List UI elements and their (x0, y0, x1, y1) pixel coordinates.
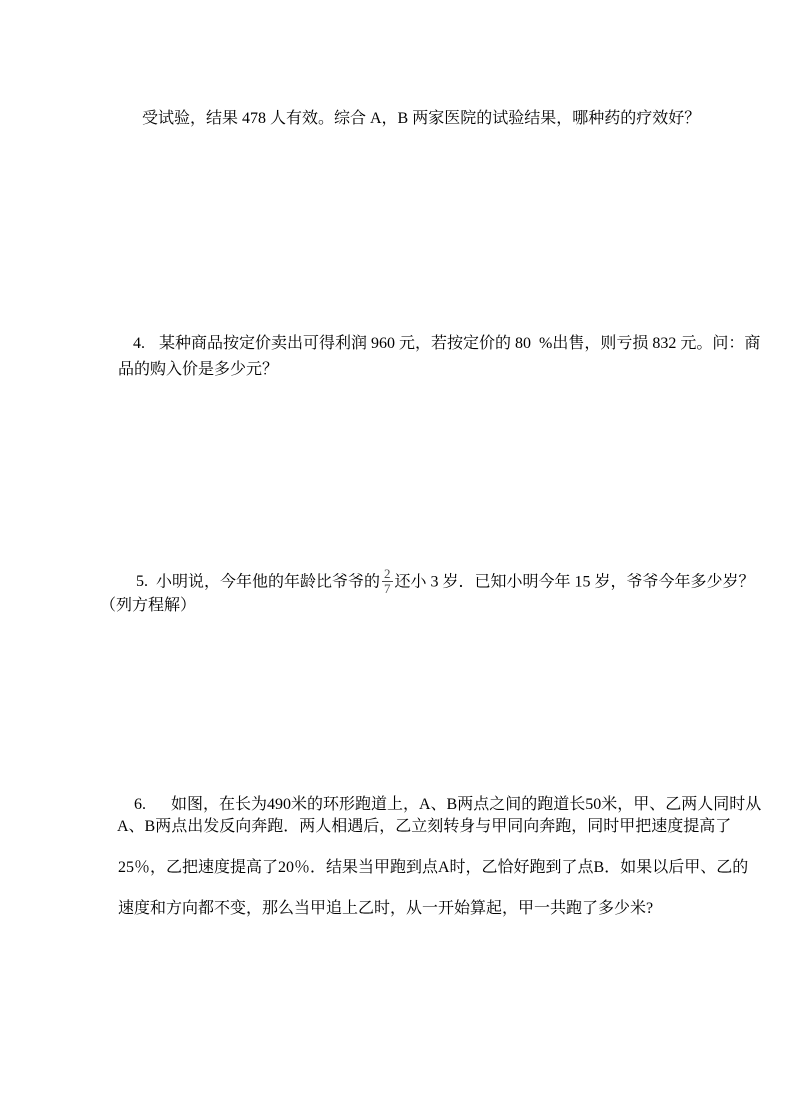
problem4-line1-text: 某种商品按定价卖出可得利润 960 元，若按定价的 80 %出售，则亏损 832 元。问：商 (159, 335, 761, 352)
problem6-line1-text: 如图，在长为490米的环形跑道上，A、B两点之间的跑道长50米，甲、乙两人同时从 (171, 796, 762, 813)
fraction-denominator: 7 (384, 581, 391, 597)
problem4-line2: 品的购入价是多少元？ (118, 361, 279, 378)
problem6-line3: 25％，乙把速度提高了20％．结果当甲跑到点A时，乙恰好跑到了点B．如果以后甲、乙的 (118, 859, 749, 876)
problem4-number: 4. (133, 335, 145, 352)
problem6-number: 6. (134, 796, 146, 813)
problem6-line2: A、B两点出发反向奔跑．两人相遇后，乙立刻转身与甲同向奔跑，同时甲把速度提高了 (117, 818, 732, 835)
fraction-two-sevenths (382, 567, 393, 597)
problem6-line4: 速度和方向都不变，那么当甲追上乙时，从一开始算起，甲一共跑了多少米? (118, 900, 654, 917)
problem5-text-before-fraction: 小明说，今年他的年龄比爷爷的 (156, 573, 381, 591)
problem3-continuation-line: 受试验，结果 478 人有效。综合 A，B 两家医院的试验结果，哪种药的疗效好？ (142, 110, 701, 127)
fraction-numerator: 2 (384, 566, 391, 581)
problem5-note: （列方程解） (100, 597, 197, 614)
problem5-line1 (120, 549, 755, 617)
problem5-text-after-fraction: 还小 3 岁．已知小明今年 15 岁，爷爷今年多少岁？ (394, 573, 755, 591)
problem5-number: 5. (136, 573, 148, 591)
